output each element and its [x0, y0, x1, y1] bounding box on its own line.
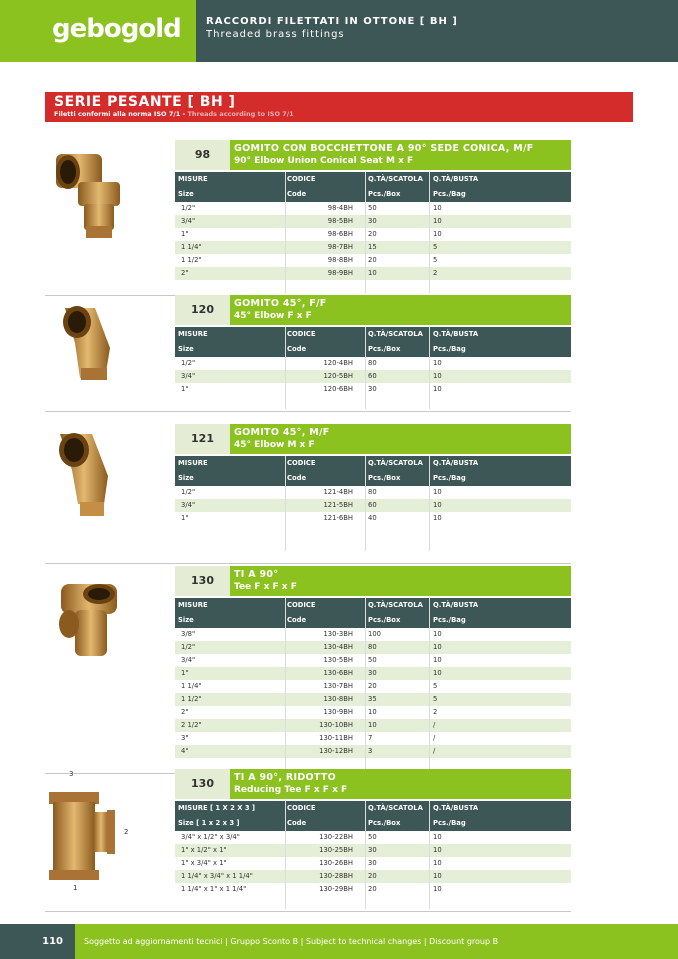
cell-bag: 5: [433, 256, 438, 264]
table-subheader: [175, 187, 571, 202]
column-divider: [429, 327, 430, 409]
table-row: [175, 719, 571, 732]
header-code: CODICE: [287, 601, 316, 609]
table-row: [175, 512, 571, 525]
header-size: MISURE: [178, 330, 208, 338]
header-title: RACCORDI FILETTATI IN OTTONE [ BH ]: [206, 16, 458, 27]
cell-box: 80: [368, 643, 377, 651]
header-size: MISURE: [178, 601, 208, 609]
cell-size: 3/4": [181, 501, 196, 509]
cell-size: 3/4": [181, 217, 196, 225]
table-row-empty: [175, 538, 571, 551]
cell-box: 7: [368, 734, 373, 742]
serie-note: [54, 110, 633, 119]
cell-code: 130-11BH: [319, 734, 353, 742]
header-box: Q.TÀ/SCATOLA: [368, 330, 423, 338]
table-header: [175, 598, 571, 613]
header-size: MISURE: [178, 459, 208, 467]
cell-bag: 10: [433, 656, 442, 664]
column-divider: [365, 801, 366, 909]
cell-bag: 10: [433, 872, 442, 880]
cell-bag: 10: [433, 204, 442, 212]
cell-size: 1": [181, 385, 189, 393]
cell-size: 2 1/2": [181, 721, 202, 729]
cell-bag: 10: [433, 359, 442, 367]
header-size: MISURE [ 1 X 2 X 3 ]: [178, 804, 256, 812]
subheader-box: Pcs./Box: [368, 616, 401, 624]
table-row: [175, 745, 571, 758]
table-subheader: [175, 613, 571, 628]
cell-bag: 10: [433, 885, 442, 893]
cell-box: 40: [368, 514, 377, 522]
product-title-en: 45° Elbow M x F: [234, 440, 315, 450]
header-code: CODICE: [287, 330, 316, 338]
table-row-empty: [175, 280, 571, 293]
table-row: [175, 267, 571, 280]
page-number: 110: [0, 924, 75, 959]
table-row: [175, 706, 571, 719]
table-subheader: [175, 342, 571, 357]
product-title-it: GOMITO CON BOCCHETTONE A 90° SEDE CONICA, M/F: [234, 143, 534, 154]
table-row: [175, 680, 571, 693]
cell-code: 120-4BH: [323, 359, 353, 367]
table-header: [175, 327, 571, 342]
product-title: [230, 566, 571, 596]
table-row: [175, 499, 571, 512]
cell-bag: 2: [433, 708, 438, 716]
product-title: [230, 140, 571, 170]
serie-title: SERIE PESANTE [ BH ]: [54, 94, 236, 110]
cell-code: 121-4BH: [323, 488, 353, 496]
table-row: [175, 654, 571, 667]
cell-size: 3/4" x 1/2" x 3/4": [181, 833, 240, 841]
table-row: [175, 831, 571, 844]
table-header: [175, 172, 571, 187]
cell-box: 80: [368, 359, 377, 367]
cell-box: 30: [368, 859, 377, 867]
cell-code: 130-26BH: [319, 859, 353, 867]
spec-table: [175, 598, 571, 771]
cell-size: 1 1/2": [181, 695, 202, 703]
cell-code: 130-9BH: [323, 708, 353, 716]
header-logo-block: [0, 0, 196, 62]
table-row-empty: [175, 396, 571, 409]
cell-code: 98-6BH: [327, 230, 353, 238]
cell-code: 98-5BH: [327, 217, 353, 225]
cell-size: 1 1/4": [181, 243, 202, 251]
cell-box: 10: [368, 721, 377, 729]
cell-code: 130-29BH: [319, 885, 353, 893]
cell-size: 2": [181, 708, 189, 716]
subheader-bag: Pcs./Bag: [433, 616, 466, 624]
cell-box: 10: [368, 269, 377, 277]
cell-code: 98-7BH: [327, 243, 353, 251]
cell-size: 2": [181, 269, 189, 277]
table-subheader: [175, 471, 571, 486]
cell-box: 50: [368, 656, 377, 664]
cell-size: 1" x 3/4" x 1": [181, 859, 227, 867]
section-divider: [45, 563, 571, 564]
cell-code: 121-5BH: [323, 501, 353, 509]
product-title-en: 45° Elbow F x F: [234, 311, 312, 321]
header-code: CODICE: [287, 804, 316, 812]
cell-size: 4": [181, 747, 189, 755]
cell-size: 1 1/2": [181, 256, 202, 264]
cell-code: 130-5BH: [323, 656, 353, 664]
cell-box: 15: [368, 243, 377, 251]
cell-size: 1/2": [181, 204, 196, 212]
cell-box: 30: [368, 669, 377, 677]
header-bag: Q.TÀ/BUSTA: [433, 601, 479, 609]
table-row: [175, 383, 571, 396]
cell-box: 30: [368, 846, 377, 854]
cell-bag: 2: [433, 269, 438, 277]
footer-note: Soggetto ad aggiornamenti tecnici | Gruppo Sconto B | Subject to technical changes | Discount group B: [75, 924, 678, 959]
header-title-block: [196, 0, 678, 62]
product-title-it: TI A 90°: [234, 569, 279, 580]
cell-bag: 10: [433, 859, 442, 867]
cell-size: 1 1/4": [181, 682, 202, 690]
cell-size: 3/8": [181, 630, 196, 638]
cell-size: 1 1/4" x 3/4" x 1 1/4": [181, 872, 253, 880]
subheader-size: Size: [178, 474, 194, 482]
table-row-empty: [175, 525, 571, 538]
cell-size: 1": [181, 230, 189, 238]
serie-banner: [45, 92, 633, 122]
cell-bag: 10: [433, 385, 442, 393]
spec-table: [175, 172, 571, 293]
cell-bag: 10: [433, 230, 442, 238]
elbow-union-image: [48, 142, 128, 242]
product-title-it: TI A 90°, RIDOTTO: [234, 772, 337, 783]
subheader-box: Pcs./Box: [368, 819, 401, 827]
product-title: [230, 424, 571, 454]
cell-code: 130-7BH: [323, 682, 353, 690]
cell-bag: 10: [433, 488, 442, 496]
table-row: [175, 357, 571, 370]
table-row: [175, 370, 571, 383]
cell-box: 10: [368, 708, 377, 716]
section-divider: [45, 411, 571, 412]
cell-code: 130-22BH: [319, 833, 353, 841]
product-code: 120: [175, 295, 230, 325]
cell-code: 121-6BH: [323, 514, 353, 522]
column-divider: [365, 598, 366, 771]
cell-box: 20: [368, 256, 377, 264]
header-code: CODICE: [287, 459, 316, 467]
cell-box: 60: [368, 501, 377, 509]
cell-bag: 5: [433, 695, 438, 703]
cell-code: 98-9BH: [327, 269, 353, 277]
spec-table: [175, 801, 571, 909]
column-divider: [365, 172, 366, 293]
header-box: Q.TÀ/SCATOLA: [368, 459, 423, 467]
cell-bag: 10: [433, 669, 442, 677]
cell-size: 3/4": [181, 372, 196, 380]
section-divider: [45, 911, 571, 912]
cell-bag: 10: [433, 846, 442, 854]
cell-code: 120-6BH: [323, 385, 353, 393]
table-row: [175, 202, 571, 215]
table-row: [175, 732, 571, 745]
subheader-bag: Pcs./Bag: [433, 345, 466, 353]
cell-box: 50: [368, 833, 377, 841]
table-row: [175, 693, 571, 706]
cell-box: 20: [368, 682, 377, 690]
table-header: [175, 801, 571, 816]
subheader-code: Code: [287, 345, 307, 353]
cell-code: 130-3BH: [323, 630, 353, 638]
cell-size: 3": [181, 734, 189, 742]
cell-bag: 5: [433, 243, 438, 251]
cell-size: 1": [181, 514, 189, 522]
spec-table: [175, 327, 571, 409]
cell-size: 1/2": [181, 643, 196, 651]
cell-box: 35: [368, 695, 377, 703]
cell-box: 60: [368, 372, 377, 380]
product-title: [230, 295, 571, 325]
cell-code: 130-4BH: [323, 643, 353, 651]
subheader-box: Pcs./Box: [368, 474, 401, 482]
table-row: [175, 870, 571, 883]
cell-size: 1": [181, 669, 189, 677]
cell-code: 98-4BH: [327, 204, 353, 212]
table-row: [175, 883, 571, 896]
subheader-size: Size: [178, 190, 194, 198]
header-bag: Q.TÀ/BUSTA: [433, 459, 479, 467]
column-divider: [429, 801, 430, 909]
cell-code: 130-28BH: [319, 872, 353, 880]
subheader-bag: Pcs./Bag: [433, 474, 466, 482]
column-divider: [285, 801, 286, 909]
elbow-45-mf-image: [52, 426, 112, 518]
table-header: [175, 456, 571, 471]
cell-size: 1/2": [181, 359, 196, 367]
cell-bag: 10: [433, 501, 442, 509]
table-row: [175, 228, 571, 241]
header-subtitle: Threaded brass fittings: [206, 29, 345, 40]
header-box: Q.TÀ/SCATOLA: [368, 601, 423, 609]
table-row: [175, 486, 571, 499]
tee-port-label-3: 3: [69, 770, 74, 778]
cell-bag: /: [433, 747, 436, 755]
cell-bag: 10: [433, 514, 442, 522]
header-bag: Q.TÀ/BUSTA: [433, 175, 479, 183]
cell-box: 20: [368, 230, 377, 238]
table-row: [175, 844, 571, 857]
cell-bag: /: [433, 721, 436, 729]
product-title-it: GOMITO 45°, F/F: [234, 298, 327, 309]
header-code: CODICE: [287, 175, 316, 183]
tee-image: [55, 574, 125, 662]
table-row: [175, 254, 571, 267]
cell-size: 1" x 1/2" x 1": [181, 846, 227, 854]
column-divider: [429, 598, 430, 771]
table-row: [175, 857, 571, 870]
cell-bag: /: [433, 734, 436, 742]
subheader-box: Pcs./Box: [368, 190, 401, 198]
cell-size: 3/4": [181, 656, 196, 664]
product-title-it: GOMITO 45°, M/F: [234, 427, 330, 438]
product-code: 130: [175, 566, 230, 596]
cell-size: 1 1/4" x 1" x 1 1/4": [181, 885, 247, 893]
product-title: [230, 769, 571, 799]
subheader-code: Code: [287, 819, 307, 827]
header-box: Q.TÀ/SCATOLA: [368, 175, 423, 183]
table-row: [175, 241, 571, 254]
subheader-bag: Pcs./Bag: [433, 819, 466, 827]
cell-bag: 10: [433, 372, 442, 380]
cell-code: 130-25BH: [319, 846, 353, 854]
spec-table: [175, 456, 571, 551]
cell-box: 30: [368, 217, 377, 225]
table-row: [175, 215, 571, 228]
column-divider: [429, 172, 430, 293]
cell-bag: 10: [433, 643, 442, 651]
brand-logo: gebogold: [52, 14, 181, 44]
cell-size: 1/2": [181, 488, 196, 496]
cell-code: 130-12BH: [319, 747, 353, 755]
table-subheader: [175, 816, 571, 831]
reducing-tee-image: [45, 790, 120, 882]
cell-box: 30: [368, 385, 377, 393]
header-bag: Q.TÀ/BUSTA: [433, 330, 479, 338]
serie-note-en: Threads according to ISO 7/1: [187, 110, 294, 118]
column-divider: [365, 456, 366, 551]
cell-bag: 10: [433, 833, 442, 841]
subheader-size: Size: [178, 616, 194, 624]
product-title-en: 90° Elbow Union Conical Seat M x F: [234, 156, 414, 166]
table-row: [175, 628, 571, 641]
tee-port-label-1: 1: [73, 884, 78, 892]
subheader-bag: Pcs./Bag: [433, 190, 466, 198]
cell-code: 130-10BH: [319, 721, 353, 729]
subheader-code: Code: [287, 474, 307, 482]
cell-box: 80: [368, 488, 377, 496]
header-box: Q.TÀ/SCATOLA: [368, 804, 423, 812]
cell-box: 100: [368, 630, 381, 638]
subheader-size: Size: [178, 345, 194, 353]
cell-box: 20: [368, 872, 377, 880]
tee-port-label-2: 2: [124, 828, 129, 836]
serie-note-it: Filetti conformi alla norma ISO 7/1 -: [54, 110, 188, 118]
column-divider: [285, 172, 286, 293]
table-row: [175, 641, 571, 654]
product-code: 130: [175, 769, 230, 799]
product-title-en: Tee F x F x F: [234, 582, 297, 592]
column-divider: [429, 456, 430, 551]
subheader-code: Code: [287, 616, 307, 624]
cell-box: 3: [368, 747, 373, 755]
cell-box: 20: [368, 885, 377, 893]
subheader-box: Pcs./Box: [368, 345, 401, 353]
cell-bag: 10: [433, 630, 442, 638]
cell-box: 50: [368, 204, 377, 212]
subheader-size: Size [ 1 x 2 x 3 ]: [178, 819, 240, 827]
cell-code: 130-8BH: [323, 695, 353, 703]
column-divider: [365, 327, 366, 409]
cell-code: 130-6BH: [323, 669, 353, 677]
product-code: 98: [175, 140, 230, 170]
cell-code: 98-8BH: [327, 256, 353, 264]
cell-code: 120-5BH: [323, 372, 353, 380]
cell-bag: 10: [433, 217, 442, 225]
cell-bag: 5: [433, 682, 438, 690]
product-title-en: Reducing Tee F x F x F: [234, 785, 348, 795]
column-divider: [285, 598, 286, 771]
column-divider: [285, 456, 286, 551]
header-size: MISURE: [178, 175, 208, 183]
product-code: 121: [175, 424, 230, 454]
header-bag: Q.TÀ/BUSTA: [433, 804, 479, 812]
table-row: [175, 667, 571, 680]
column-divider: [285, 327, 286, 409]
table-row-empty: [175, 896, 571, 909]
subheader-code: Code: [287, 190, 307, 198]
elbow-45-ff-image: [55, 298, 115, 383]
